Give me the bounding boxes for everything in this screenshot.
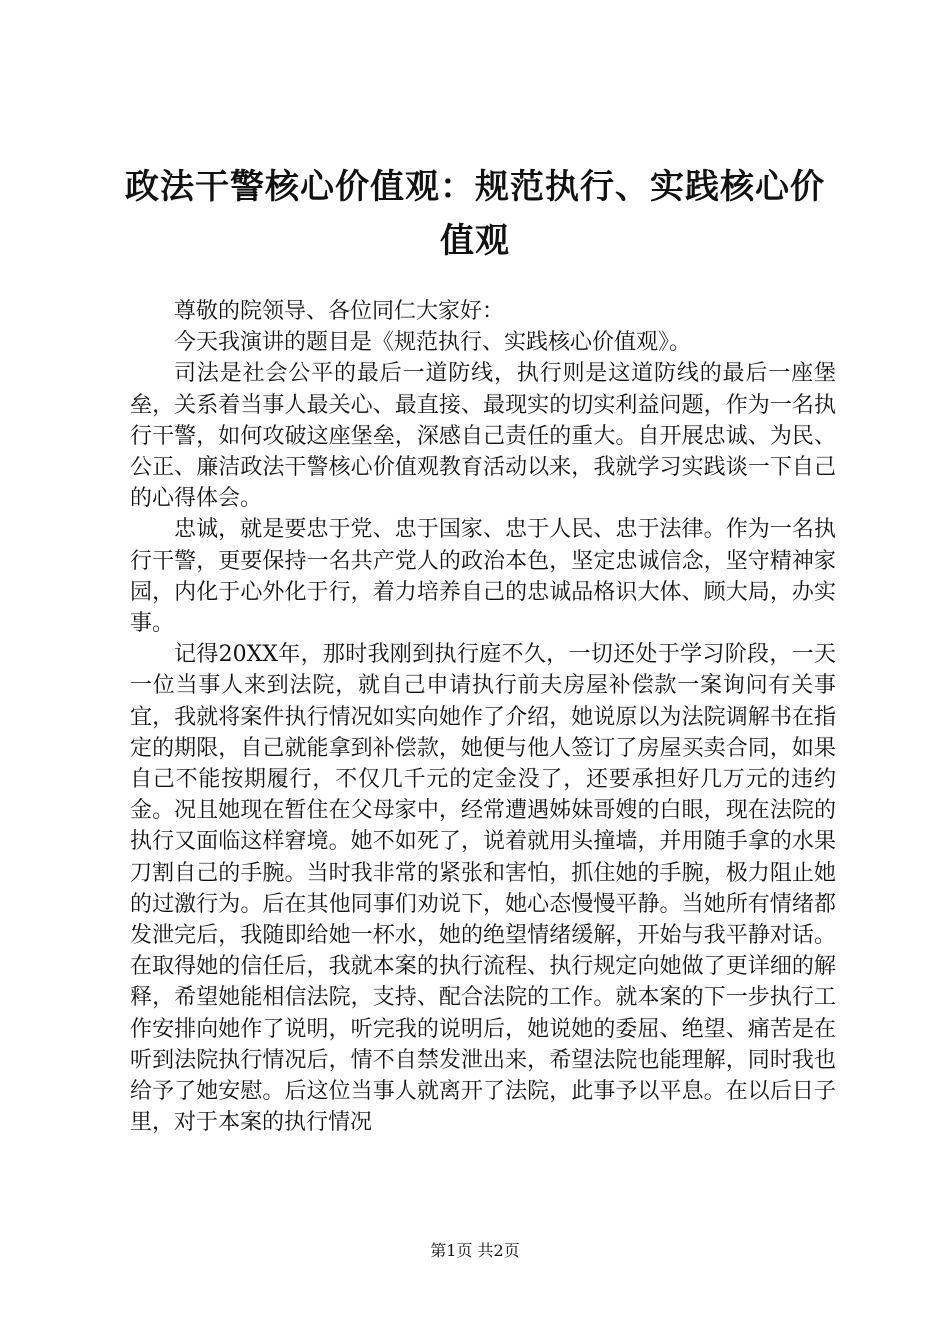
paragraph-justice: 司法是社会公平的最后一道防线，执行则是这道防线的最后一座堡垒，关系着当事人最关心、最直接、最现实的切实利益问题，作为一名执行干警，如何攻破这座堡垒，深感自己责任的重大。自开展忠诚、为民、公正、廉洁政法干警核心价值观教育活动以来，我就学习实践谈一下自己的心得体会。 bbox=[130, 361, 836, 512]
paragraph-loyalty: 忠诚，就是要忠于党、忠于国家、忠于人民、忠于法律。作为一名执行干警，更要保持一名共产党人的政治本色，坚定忠诚信念，坚守精神家园，内化于心外化于行，着力培养自己的忠诚品格识大体、顾大局，办实事。 bbox=[130, 517, 836, 637]
paragraph-topic: 今天我演讲的题目是《规范执行、实践核心价值观》。 bbox=[174, 330, 692, 356]
page-number: 第1页 共2页 bbox=[430, 1241, 520, 1260]
paragraph-story: 记得20XX年，那时我刚到执行庭不久，一切还处于学习阶段，一天一位当事人来到法院，就自己申请执行前夫房屋补偿款一案询问有关事宜，我就将案件执行情况如实向她作了介绍，她说原以为法院调解书在指定的期限，自己就能拿到补偿款，她便与他人签订了房屋买卖合同，如果自己不能按期履行，不仅几千元的定金没了，还要承担好几万元的违约金。况且她现在暂住在父母家中，经常遭遇姊妹哥嫂的白眼，现在法院的执行又面临这样窘境。她不如死了，说着就用头撞墙，并用随手拿的水果刀割自己的手腕。当时我非常的紧张和害怕，抓住她的手腕，极力阻止她的过激行为。后在其他同事们劝说下，她心态慢慢平静。当她所有情绪都发泄完后，我随即给她一杯水，她的绝望情绪缓解，开始与我平静对话。在取得她的信任后，我就本案的执行流程、执行规定向她做了更详细的解释，希望她能相信法院，支持、配合法院的工作。就本案的下一步执行工作安排向她作了说明，听完我的说明后，她说她的委屈、绝望、痛苦是在听到法院执行情况后，情不自禁发泄出来，希望法院也能理解，同时我也给予了她安慰。后这位当事人就离开了法院，此事予以平息。在以后日子里，对于本案的执行情况 bbox=[130, 642, 836, 1136]
document-title: 政法干警核心价值观：规范执行、实践核心价值观 bbox=[125, 167, 825, 261]
paragraph-greeting: 尊敬的院领导、各位同仁大家好： bbox=[174, 299, 505, 324]
document-body bbox=[130, 296, 836, 1138]
